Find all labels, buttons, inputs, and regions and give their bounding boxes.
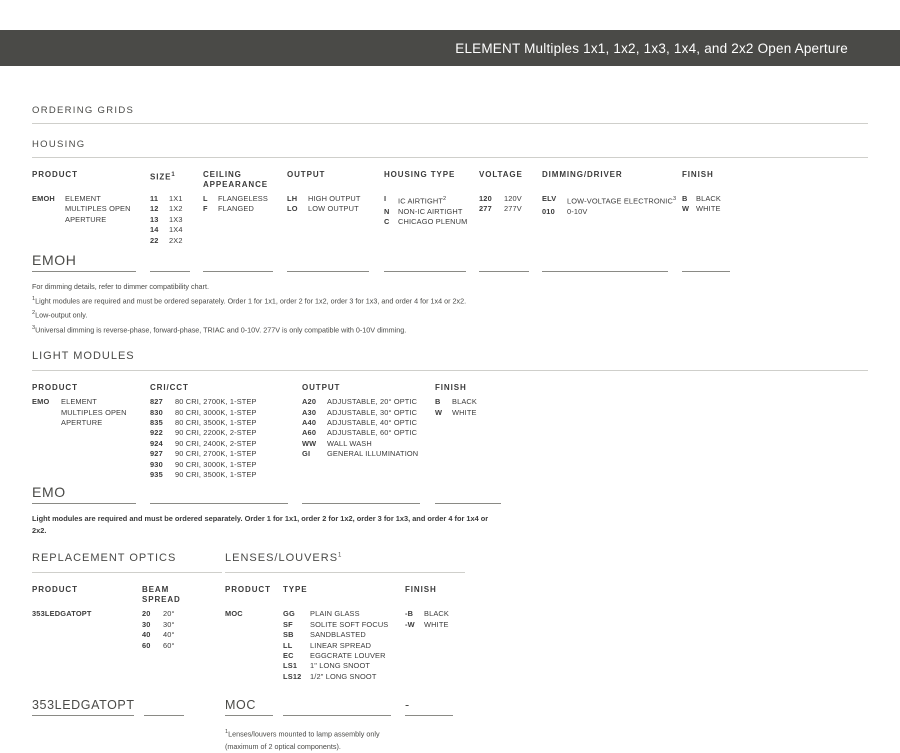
option-label: 2X2: [169, 235, 183, 245]
blank-line[interactable]: [32, 502, 136, 504]
housing-order-code-summary: [32, 252, 868, 272]
option-code: A20: [302, 397, 317, 407]
option-code: ELV: [542, 194, 557, 203]
option-code: SF: [283, 619, 293, 629]
option-label: 90 CRI, 2400K, 2-STEP: [175, 438, 257, 448]
grid-row[interactable]: [142, 609, 204, 619]
option-label: IC AIRTIGHT$^2$: [398, 196, 447, 206]
option-label: PLAIN GLASS: [310, 609, 360, 619]
blank-line[interactable]: [144, 714, 184, 716]
grid-row[interactable]: [479, 194, 534, 204]
option-code: 20: [142, 609, 151, 619]
option-label: 60°: [163, 640, 175, 650]
column-header: BEAM SPREAD: [142, 585, 181, 605]
option-code: -B: [405, 609, 414, 619]
summary-code: EMO: [32, 484, 66, 501]
summary-dash: -: [405, 698, 410, 713]
grid-row[interactable]: [283, 672, 397, 682]
summary-cell-voltage: [479, 252, 542, 272]
blank-line[interactable]: [542, 270, 668, 272]
option-label: SANDBLASTED: [310, 630, 366, 640]
summary-cell-output: [302, 484, 435, 504]
grid-row[interactable]: [32, 397, 142, 428]
column-rows: [682, 194, 734, 215]
option-code: GG: [283, 609, 295, 619]
page-header-bar: [0, 30, 900, 66]
option-code: 14: [150, 225, 159, 235]
column-header: CEILING APPEARANCE: [203, 170, 269, 189]
light-modules-order-code-summary: [32, 484, 868, 504]
option-code: 11: [150, 194, 159, 203]
column-header: PRODUCT: [225, 585, 271, 595]
option-code: 60: [142, 640, 151, 650]
column-rows: [150, 397, 294, 480]
option-label: 90 CRI, 3000K, 1-STEP: [175, 459, 257, 469]
option-code: 12: [150, 204, 159, 214]
grid-row[interactable]: [225, 609, 275, 619]
option-label: 1" LONG SNOOT: [310, 661, 371, 671]
footnote-3: $^3$Universal dimming is reverse-phase, forward-phase, TRIAC and 0-10V. 277V is only compatible with 0-10V dimming.: [32, 324, 407, 335]
grid-row[interactable]: [302, 428, 427, 438]
column-header: FINISH: [405, 585, 437, 595]
option-label: 1X2: [169, 204, 183, 214]
grid-row[interactable]: [142, 620, 204, 630]
option-code: 40: [142, 630, 151, 640]
column-rows: [32, 397, 142, 428]
option-code: 835: [150, 418, 163, 428]
grid-row[interactable]: [302, 439, 427, 449]
grid-row[interactable]: [405, 609, 457, 619]
blank-line[interactable]: [283, 714, 391, 716]
housing-column-product: [32, 170, 150, 246]
grid-row[interactable]: [150, 215, 195, 225]
lenses-louvers-footnote: [225, 726, 868, 752]
divider-housing: [32, 157, 868, 158]
summary-cell-finish: [435, 484, 515, 504]
grid-row[interactable]: [283, 620, 397, 630]
option-label: 120V: [504, 194, 522, 203]
grid-row[interactable]: [384, 207, 471, 217]
column-rows: [479, 194, 534, 215]
option-code: SB: [283, 630, 294, 640]
column-rows: [287, 194, 376, 215]
light-modules-note: Light modules are required and must be ordered separately. Order 1 for 1x1, order 2 for 1x2, order 3 for 1x3, and order 4 for 1x4 or 2x2.: [32, 514, 489, 535]
ro-column-beam-spread: [142, 585, 212, 651]
grid-row[interactable]: [150, 460, 294, 470]
grid-row[interactable]: [203, 194, 279, 204]
grid-row[interactable]: [302, 418, 427, 428]
divider-lenses-louvers: [225, 572, 465, 573]
grid-row[interactable]: [682, 194, 734, 204]
column-header: CRI/CCT: [150, 383, 189, 393]
option-label: HIGH OUTPUT: [308, 194, 361, 203]
grid-row[interactable]: [142, 630, 204, 640]
option-label: 90 CRI, 3500K, 1-STEP: [175, 470, 257, 480]
divider-ordering-grids: [32, 123, 868, 124]
ll-column-type: [283, 585, 405, 682]
column-header: TYPE: [283, 585, 308, 595]
option-label: LOW-VOLTAGE ELECTRONIC$^3$: [567, 196, 677, 206]
blank-line[interactable]: [287, 270, 369, 272]
grid-row[interactable]: [150, 225, 195, 235]
grid-row[interactable]: [283, 630, 397, 640]
grid-row[interactable]: [283, 661, 397, 671]
column-header: SIZE$^1$: [150, 172, 176, 182]
option-code: W: [682, 204, 690, 214]
summary-cell-output: [287, 252, 384, 272]
option-label: ADJUSTABLE, 40° OPTIC: [327, 418, 418, 428]
column-rows: [302, 397, 427, 459]
lm-column-output: [302, 383, 435, 480]
summary-cell-housing-type: [384, 252, 479, 272]
option-code: A30: [302, 407, 317, 417]
option-code: 935: [150, 470, 163, 480]
option-label: SOLITE SOFT FOCUS: [310, 619, 389, 629]
column-header: OUTPUT: [302, 383, 341, 393]
grid-row[interactable]: [32, 194, 142, 225]
option-label: 1X4: [169, 225, 183, 235]
blank-line[interactable]: [384, 270, 466, 272]
grid-row[interactable]: [150, 397, 294, 407]
option-code: LS1: [283, 661, 298, 671]
housing-footnotes: [32, 281, 868, 336]
option-code: EMO: [32, 397, 50, 407]
grid-row[interactable]: [479, 204, 534, 214]
summary-cell-finish: [682, 252, 742, 272]
lm-column-product: [32, 383, 150, 480]
grid-row[interactable]: [682, 204, 734, 214]
section-heading-replacement-optics: REPLACEMENT OPTICS: [32, 552, 177, 565]
optics-lenses-row: [32, 552, 868, 682]
grid-row[interactable]: [542, 194, 677, 207]
column-header: PRODUCT: [32, 383, 78, 393]
option-code: 922: [150, 428, 163, 438]
option-label: ELEMENT MULTIPLES OPEN APERTURE: [61, 397, 127, 428]
section-heading-housing: HOUSING: [32, 139, 86, 150]
blank-line[interactable]: [682, 270, 730, 272]
column-rows: [150, 194, 195, 246]
summary-cell-lenses-product: [225, 698, 283, 716]
column-rows: [32, 609, 134, 619]
grid-row[interactable]: [283, 651, 397, 661]
blank-line[interactable]: [225, 714, 273, 716]
column-rows: [405, 609, 457, 630]
option-code: B: [435, 397, 441, 407]
option-code: LH: [287, 194, 298, 203]
option-label: 1X3: [169, 214, 183, 224]
grid-row[interactable]: [435, 408, 507, 418]
option-label: 80 CRI, 3000K, 1-STEP: [175, 407, 257, 417]
footnote-1: $^1$Light modules are required and must be ordered separately. Order 1 for 1x1, order 2 for 1x2, order 3 for 1x3, and order 4 for 1x4 or 2x2.: [32, 296, 467, 306]
housing-column-ceiling-appearance: [203, 170, 287, 246]
option-code: -W: [405, 619, 415, 629]
option-code: 120: [479, 194, 492, 203]
blank-line[interactable]: [32, 714, 134, 716]
option-code: 930: [150, 459, 163, 469]
option-code: I: [384, 194, 387, 203]
option-label: BLACK: [696, 194, 721, 203]
column-rows: [435, 397, 507, 418]
option-code: 924: [150, 438, 163, 448]
column-header: DIMMING/DRIVER: [542, 170, 623, 179]
blank-line[interactable]: [203, 270, 273, 272]
summary-cell-beam-spread: [144, 696, 222, 716]
summary-cell-product: [32, 484, 150, 504]
grid-row[interactable]: [150, 428, 294, 438]
footnote-marker: 2: [443, 196, 447, 202]
column-header: OUTPUT: [287, 170, 326, 179]
summary-code: 353LEDGATOPT: [32, 698, 135, 713]
option-code: WW: [302, 438, 317, 448]
option-code: MOC: [225, 609, 243, 619]
option-code: EC: [283, 651, 294, 661]
divider-light-modules: [32, 370, 868, 371]
option-label: WHITE: [424, 619, 449, 629]
grid-row[interactable]: [287, 204, 376, 214]
option-label: BLACK: [424, 609, 449, 619]
column-rows: [542, 194, 677, 217]
section-heading-light-modules: LIGHT MODULES: [32, 350, 135, 363]
replacement-optics-grid: [32, 585, 222, 651]
footnote-marker: 1: [338, 552, 343, 559]
summary-cell-ceiling: [203, 252, 287, 272]
blank-line[interactable]: [405, 714, 453, 716]
summary-cell-lenses-type: [283, 696, 405, 716]
grid-row[interactable]: [405, 620, 457, 630]
lm-column-finish: [435, 383, 515, 480]
grid-row[interactable]: [384, 217, 471, 227]
summary-cell-lenses-finish: [405, 698, 465, 716]
summary-cell-size: [150, 252, 203, 272]
option-code: 927: [150, 449, 163, 459]
option-code: L: [203, 194, 208, 203]
housing-column-dimming-driver: [542, 170, 682, 246]
light-modules-ordering-grid: [32, 383, 868, 480]
column-rows: [32, 194, 142, 225]
grid-row[interactable]: [150, 408, 294, 418]
housing-column-finish: [682, 170, 742, 246]
option-code: GI: [302, 449, 311, 459]
lm-column-cri-cct: [150, 383, 302, 480]
replacement-optics-block: [32, 552, 222, 682]
housing-ordering-grid: [32, 170, 868, 246]
section-heading-lenses-louvers: LENSES/LOUVERS$^1$: [225, 552, 343, 565]
option-code: 30: [142, 619, 151, 629]
option-code: B: [682, 194, 688, 203]
option-code: 13: [150, 214, 159, 224]
blank-line[interactable]: [302, 502, 420, 504]
summary-cell-product: [32, 252, 150, 272]
option-label: WHITE: [696, 204, 721, 214]
column-rows: [283, 609, 397, 682]
footnote-2: $^2$Low-output only.: [32, 310, 88, 320]
option-label: 80 CRI, 2700K, 1-STEP: [175, 397, 257, 407]
option-label: WHITE: [452, 407, 477, 417]
option-code: F: [203, 204, 208, 214]
option-label: NON-IC AIRTIGHT: [398, 206, 463, 216]
column-rows: [142, 609, 204, 651]
option-label: 30°: [163, 619, 175, 629]
option-label: 1/2" LONG SNOOT: [310, 671, 377, 681]
page-title: ELEMENT Multiples 1x1, 1x2, 1x3, 1x4, and 2x2 Open Aperture: [455, 40, 848, 56]
option-label: 277V: [504, 204, 522, 214]
option-label: LINEAR SPREAD: [310, 640, 372, 650]
blank-line[interactable]: [435, 502, 501, 504]
grid-row[interactable]: [150, 236, 195, 246]
column-header: PRODUCT: [32, 585, 78, 595]
option-label: 1X1: [169, 194, 183, 203]
option-label: 0-10V: [567, 206, 588, 216]
option-label: EGGCRATE LOUVER: [310, 651, 386, 661]
grid-row[interactable]: [32, 609, 134, 619]
option-code: A60: [302, 428, 317, 438]
option-code: C: [384, 217, 390, 227]
optics-order-code-summary: [32, 696, 868, 716]
option-code: 353LEDGATOPT: [32, 609, 92, 619]
option-code: LL: [283, 640, 293, 650]
option-label: ADJUSTABLE, 20° OPTIC: [327, 397, 418, 407]
grid-row[interactable]: [384, 194, 471, 207]
housing-column-housing-type: [384, 170, 479, 246]
blank-line[interactable]: [479, 270, 529, 272]
column-rows: [203, 194, 279, 215]
blank-line[interactable]: [150, 502, 288, 504]
option-code: LO: [287, 204, 298, 214]
grid-row[interactable]: [150, 204, 195, 214]
grid-row[interactable]: [283, 609, 397, 619]
housing-column-size: [150, 170, 203, 246]
footnote-marker: 1: [171, 172, 176, 178]
option-label: ADJUSTABLE, 60° OPTIC: [327, 428, 418, 438]
housing-column-voltage: [479, 170, 542, 246]
footnote-lead: For dimming details, refer to dimmer compatibility chart.: [32, 282, 209, 292]
option-label: FLANGELESS: [218, 194, 268, 203]
option-label: GENERAL ILLUMINATION: [327, 449, 419, 459]
divider-replacement-optics: [32, 572, 222, 573]
blank-line[interactable]: [32, 270, 136, 272]
blank-line[interactable]: [150, 270, 190, 272]
option-label: 90 CRI, 2200K, 2-STEP: [175, 428, 257, 438]
column-header: FINISH: [435, 383, 467, 393]
option-code: 277: [479, 204, 492, 214]
option-code: 830: [150, 407, 163, 417]
option-code: EMOH: [32, 194, 55, 203]
option-label: 20°: [163, 609, 175, 619]
grid-row[interactable]: [283, 641, 397, 651]
lenses-louvers-block: [225, 552, 465, 682]
page-body: [0, 66, 900, 753]
grid-row[interactable]: [287, 194, 376, 204]
option-label: 80 CRI, 3500K, 1-STEP: [175, 418, 257, 428]
option-label: 90 CRI, 2700K, 1-STEP: [175, 449, 257, 459]
column-rows: [225, 609, 275, 619]
grid-row[interactable]: [150, 194, 195, 204]
grid-row[interactable]: [150, 470, 294, 480]
grid-row[interactable]: [302, 408, 427, 418]
option-label: ADJUSTABLE, 30° OPTIC: [327, 407, 418, 417]
summary-cell-dimming: [542, 252, 682, 272]
option-code: 827: [150, 397, 163, 407]
grid-row[interactable]: [435, 397, 507, 407]
option-code: 22: [150, 235, 159, 245]
column-header: FINISH: [682, 170, 714, 179]
grid-row[interactable]: [302, 397, 427, 407]
grid-row[interactable]: [542, 207, 674, 217]
ll-column-product: [225, 585, 283, 682]
grid-row[interactable]: [203, 204, 279, 214]
footnote-line-1: $^1$Lenses/louvers mounted to lamp assembly only: [225, 729, 380, 739]
summary-cell-optics-product: [32, 698, 144, 716]
option-label: ELEMENT MULTIPLES OPEN APERTURE: [65, 194, 131, 224]
ll-column-finish: [405, 585, 465, 682]
footnote-marker: 3: [672, 196, 677, 202]
option-code: W: [435, 407, 443, 417]
summary-cell-cri-cct: [150, 484, 302, 504]
housing-column-output: [287, 170, 384, 246]
option-code: 010: [542, 206, 555, 216]
footnote-line-2: (maximum of 2 optical components).: [225, 741, 341, 751]
option-code: A40: [302, 418, 317, 428]
content-container: [32, 105, 868, 753]
grid-row[interactable]: [142, 641, 204, 651]
ro-column-product: [32, 585, 142, 651]
lenses-louvers-grid: [225, 585, 465, 682]
option-code: N: [384, 206, 390, 216]
option-code: LS12: [283, 671, 302, 681]
column-header: PRODUCT: [32, 170, 78, 179]
option-label: FLANGED: [218, 204, 254, 214]
grid-row[interactable]: [150, 418, 294, 428]
column-header: HOUSING TYPE: [384, 170, 456, 179]
option-label: 40°: [163, 630, 175, 640]
column-rows: [384, 194, 471, 228]
grid-row[interactable]: [150, 439, 294, 449]
option-label: WALL WASH: [327, 438, 372, 448]
option-label: LOW OUTPUT: [308, 204, 359, 214]
grid-row[interactable]: [150, 449, 294, 459]
grid-row[interactable]: [302, 449, 427, 459]
section-heading-ordering-grids: ORDERING GRIDS: [32, 105, 135, 116]
summary-code: EMOH: [32, 252, 77, 269]
option-label: BLACK: [452, 397, 477, 407]
column-header: VOLTAGE: [479, 170, 523, 179]
summary-code: MOC: [225, 698, 256, 713]
option-label: CHICAGO PLENUM: [398, 217, 468, 227]
